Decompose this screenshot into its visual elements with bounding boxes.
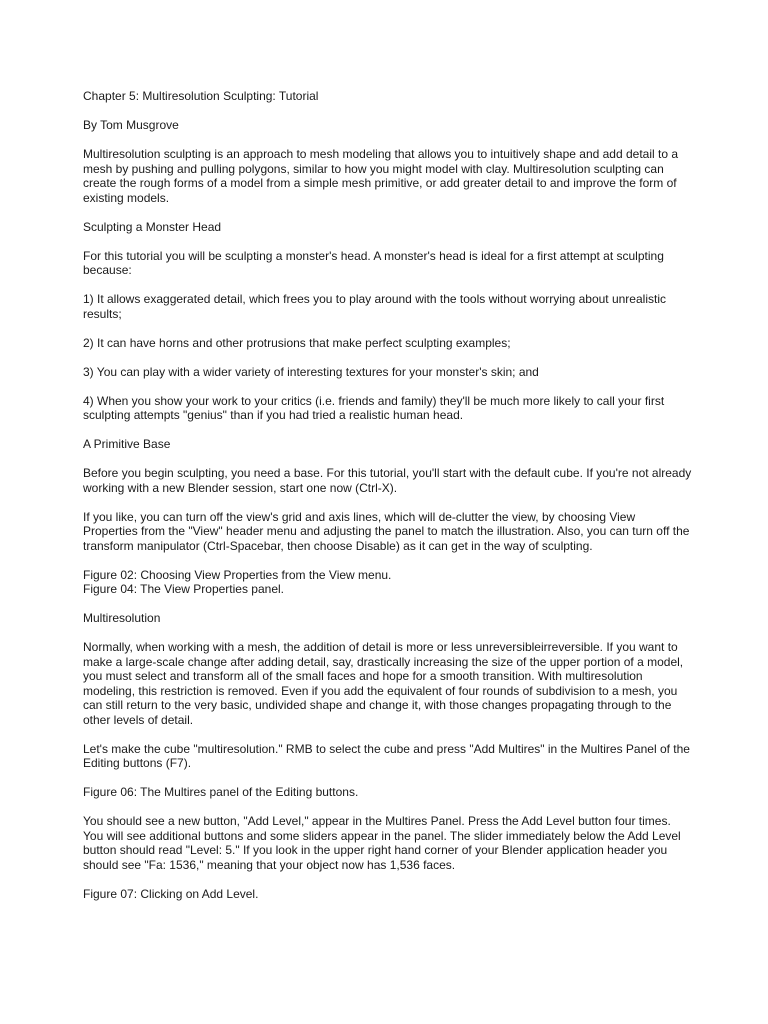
intro-paragraph: Multiresolution sculpting is an approach to mesh modeling that allows you to intuitively shape and add detail to a mesh by pushing and pulling polygons, similar to how you might model with clay. Multiresolution sculpting can create the rough forms of a model from a simple mesh primitive, or add greater detail to and improve the form of existing models. — [83, 147, 679, 205]
monster-head-lead-paragraph: For this tutorial you will be sculpting a monster's head. A monster's head is ideal for a first attempt at sculpting because: — [83, 248, 664, 277]
document-page — [83, 89, 693, 916]
multiresolution-paragraph: Normally, when working with a mesh, the addition of detail is more or less unreversibleirreversible. If you want to make a large-scale change after adding detail, say, drastically increasing the size of the upper portion of a model, you must select and transform all of the small faces and hope for a smooth transition. With multiresolution modeling, this restriction is removed. Even if you add the equivalent of four rounds of subdivision to a mesh, you can still return to the very basic, undivided shape and change it, with those changes propagating through to the other levels of detail. — [83, 640, 684, 727]
figure-caption: Figure 04: The View Properties panel. — [83, 582, 285, 596]
list-item: 4) When you show your work to your critics (i.e. friends and family) they'll be much more likely to call your first sculpting attempts "genius" than if you had tried a realistic human head. — [83, 393, 665, 422]
section-heading-monster-head: Sculpting a Monster Head — [83, 219, 222, 234]
chapter-title: Chapter 5: Multiresolution Sculpting: Tutorial — [83, 89, 319, 103]
figure-caption: Figure 02: Choosing View Properties from the View menu. — [83, 567, 392, 582]
author-line: By Tom Musgrove — [83, 118, 179, 132]
list-item: 3) You can play with a wider variety of interesting textures for your monster's skin; and — [83, 364, 539, 379]
add-multires-paragraph: Let's make the cube "multiresolution." RMB to select the cube and press "Add Multires" in the Multires Panel of the Editing buttons (F7). — [83, 741, 690, 770]
view-properties-paragraph: If you like, you can turn off the view's grid and axis lines, which will de-clutter the view, by choosing View Properties from the "View" header menu and adjusting the panel to match the illustration. Also, you can turn off the transform manipulator (Ctrl-Spacebar, then choose Disable) as it can get in the way of sculpting. — [83, 509, 690, 553]
list-item: 2) It can have horns and other protrusions that make perfect sculpting examples; — [83, 335, 511, 350]
section-heading-multiresolution: Multiresolution — [83, 611, 161, 625]
figure-caption: Figure 07: Clicking on Add Level. — [83, 886, 259, 901]
list-item: 1) It allows exaggerated detail, which frees you to play around with the tools without worrying about unrealistic results; — [83, 292, 666, 321]
section-heading-primitive-base: A Primitive Base — [83, 437, 171, 451]
figure-caption: Figure 06: The Multires panel of the Editing buttons. — [83, 785, 359, 799]
primitive-base-paragraph: Before you begin sculpting, you need a base. For this tutorial, you'll start with the default cube. If you're not already working with a new Blender session, start one now (Ctrl-X). — [83, 466, 692, 495]
add-level-paragraph: You should see a new button, "Add Level," appear in the Multires Panel. Press the Add Level button four times. You will see additional buttons and some sliders appear in the panel. The slider immediately below the Add Level button should read "Level: 5." If you look in the upper right hand corner of your Blender application header you should see "Fa: 1536," meaning that your object now has 1,536 faces. — [83, 814, 681, 872]
